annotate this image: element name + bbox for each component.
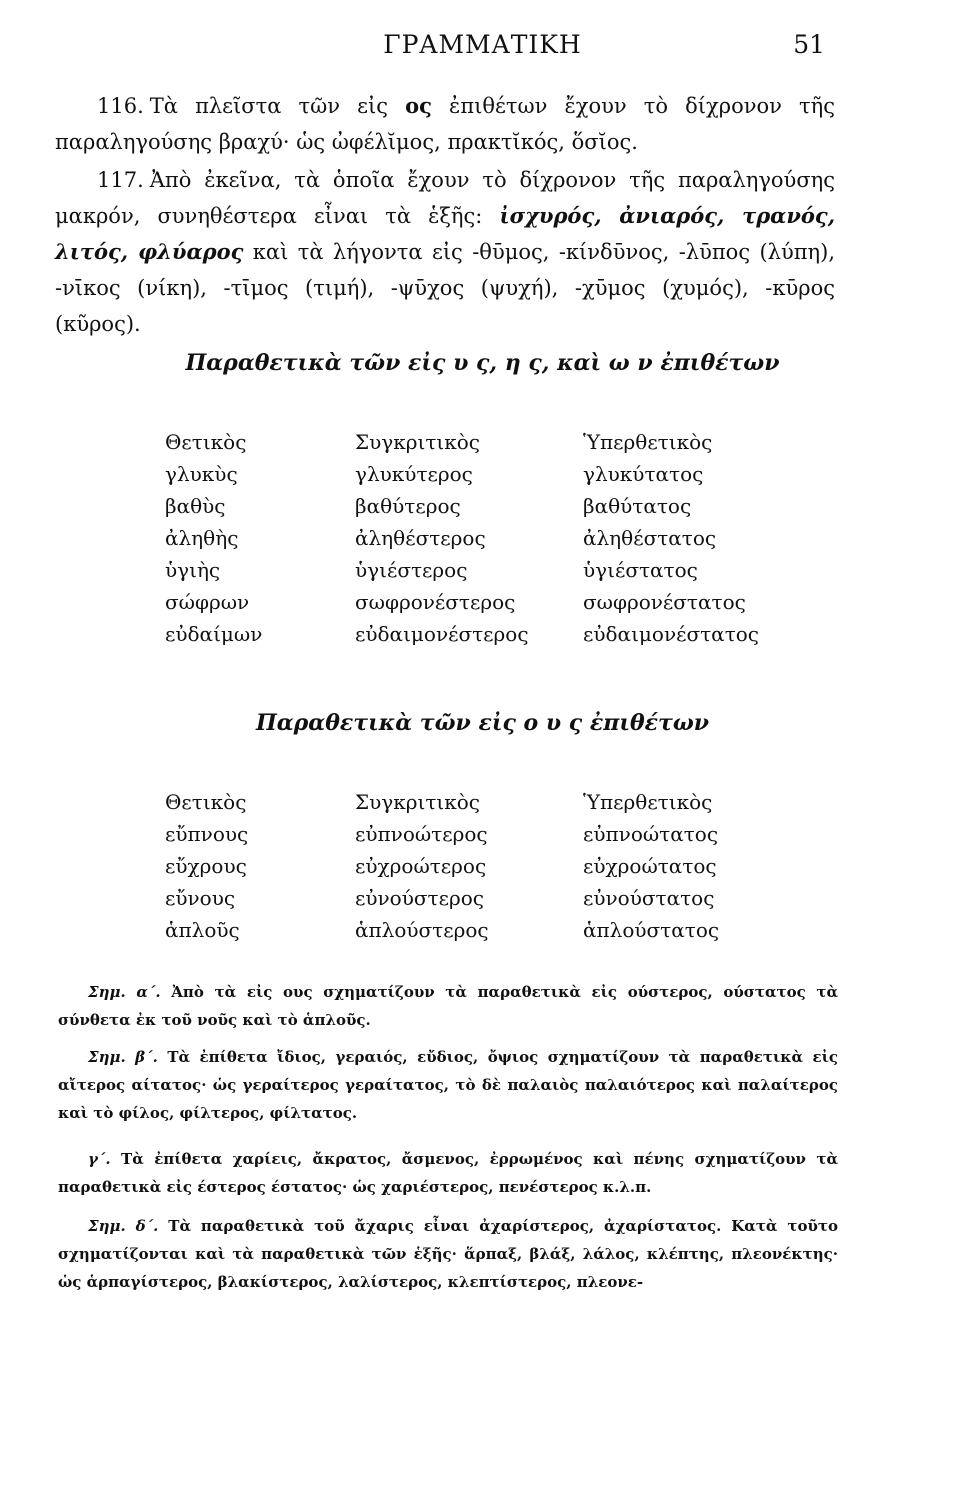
page-number: 51 bbox=[793, 30, 825, 59]
table-cell: σωφρονέστερος bbox=[355, 590, 516, 614]
table-cell: ὑγιέστατος bbox=[583, 558, 698, 582]
table-cell: εὐνούστατος bbox=[583, 886, 715, 910]
table-cell: εὐδαίμων bbox=[165, 622, 263, 646]
table-cell: εὔνους bbox=[165, 886, 236, 910]
running-head: ΓΡΑΜΜΑΤΙΚΗ bbox=[383, 30, 582, 59]
table-cell: γλυκύτατος bbox=[583, 462, 704, 486]
table-cell: ὑγιέστερος bbox=[355, 558, 468, 582]
paragraph-number: 116. bbox=[97, 94, 144, 118]
note-text: Τὰ ἐπίθετα χαρίεις, ἄκρατος, ἄσμενος, ἐρρωμένος καὶ πένης σχηματίζουν τὰ παραθετικὰ εἰς έστερος έστατος· ὡς χαριέστερος, πενέστερος κ.λ.π. bbox=[58, 1150, 838, 1196]
table-header-cell: Ὑπερθετικὸς bbox=[583, 430, 713, 454]
paragraph-text: Ἀπὸ ἐκεῖνα, τὰ ὁποῖα ἔχουν τὸ δίχρονον τῆς παραληγούσης μακρόν, συνηθέστερα εἶναι τὰ ἑξῆς: bbox=[55, 168, 835, 228]
table-cell: εὐνούστερος bbox=[355, 886, 484, 910]
note-label: Σημ. α΄. bbox=[88, 983, 161, 1001]
table-cell: εὐχροώτερος bbox=[355, 854, 487, 878]
note-a bbox=[58, 978, 838, 1034]
section-title-1: Παραθετικὰ τῶν εἰς υ ς, η ς, καὶ ω ν ἐπιθέτων bbox=[185, 350, 780, 376]
table-header-cell: Θετικὸς bbox=[165, 790, 247, 814]
note-c bbox=[58, 1145, 838, 1201]
table-cell: σώφρων bbox=[165, 590, 250, 614]
table-cell: γλυκύτερος bbox=[355, 462, 473, 486]
paragraph-116 bbox=[55, 88, 835, 160]
table-cell: ἁπλούστατος bbox=[583, 918, 720, 942]
table-cell: ἀληθὴς bbox=[165, 526, 239, 550]
table-header-cell: Θετικὸς bbox=[165, 430, 247, 454]
table-header-cell: Συγκριτικὸς bbox=[355, 790, 480, 814]
table-cell: ἀληθέστατος bbox=[583, 526, 717, 550]
table-cell: εὔχρους bbox=[165, 854, 247, 878]
emphasis: ος bbox=[405, 93, 432, 118]
note-label: Σημ. δ΄. bbox=[88, 1217, 159, 1235]
table-cell: εὐδαιμονέστατος bbox=[583, 622, 759, 646]
note-text: Τὰ παραθετικὰ τοῦ ἄχαρις εἶναι ἀχαρίστερος, ἀχαρίστατος. Κατὰ τοῦτο σχηματίζονται καὶ τὰ παραθετικὰ τῶν ἑξῆς· ἅρπαξ, βλάξ, λάλος, κλέπτης, πλεονέκτης· ὡς ἁρπαγίστερος, βλακίστερος, λαλίστερος, κλεπτίστερος, πλεονε- bbox=[58, 1217, 838, 1291]
paragraph-text: Τὰ πλεῖστα τῶν εἰς bbox=[149, 94, 406, 118]
table-cell: βαθύτερος bbox=[355, 494, 461, 518]
table-cell: ἀληθέστερος bbox=[355, 526, 486, 550]
table-cell: εὐπνοώτερος bbox=[355, 822, 488, 846]
table-cell: ὑγιὴς bbox=[165, 558, 221, 582]
table-cell: βαθὺς bbox=[165, 494, 226, 518]
table-cell: γλυκὺς bbox=[165, 462, 238, 486]
note-text: Τὰ ἐπίθετα ἴδιος, γεραιός, εὔδιος, ὄψιος σχηματίζουν τὰ παραθετικὰ εἰς αἴτερος αίτατος· ὡς γεραίτερος γεραίτατος, τὸ δὲ παλαιὸς παλαιότερος καὶ παλαίτερος καὶ τὸ φίλος, φίλτερος, φίλτατος. bbox=[58, 1048, 838, 1122]
table-cell: εὐχροώτατος bbox=[583, 854, 717, 878]
paragraph-text: καὶ τὰ λήγοντα εἰς -θῡμος, -κίνδῡνος, -λῡπος (λύπη), -νῑκος (νίκη), -τῑμος (τιμή), -ψῡχος (ψυχή), -χῡμος (χυμός), -κῡρος (κῦρος). bbox=[55, 240, 835, 336]
section-title-2: Παραθετικὰ τῶν εἰς ο υ ς ἐπιθέτων bbox=[255, 710, 710, 736]
note-text: Ἀπὸ τὰ εἰς ους σχηματίζουν τὰ παραθετικὰ εἰς ούστερος, ούστατος τὰ σύνθετα ἐκ τοῦ νοῦς καὶ τὸ ἁπλοῦς. bbox=[58, 983, 839, 1029]
paragraph-number: 117. bbox=[97, 168, 144, 192]
note-label: γ΄. bbox=[88, 1150, 111, 1168]
table-cell: εὐδαιμονέστερος bbox=[355, 622, 529, 646]
paragraph-117 bbox=[55, 162, 835, 342]
page-header bbox=[0, 30, 965, 70]
table-cell: ἁπλούστερος bbox=[355, 918, 489, 942]
note-d bbox=[58, 1212, 838, 1296]
note-label: Σημ. β΄. bbox=[88, 1048, 158, 1066]
table-header-cell: Συγκριτικὸς bbox=[355, 430, 480, 454]
table-cell: εὔπνους bbox=[165, 822, 249, 846]
table-cell: ἁπλοῦς bbox=[165, 918, 240, 942]
table-header-cell: Ὑπερθετικὸς bbox=[583, 790, 713, 814]
emphasis: ἰσχυρός, ἀνιαρός, τρανός, λιτός, φλύαρος bbox=[55, 203, 836, 264]
table-cell: σωφρονέστατος bbox=[583, 590, 746, 614]
note-b bbox=[58, 1043, 838, 1127]
table-cell: βαθύτατος bbox=[583, 494, 692, 518]
paragraph-text: ἐπιθέτων ἔχουν τὸ δίχρονον τῆς παραληγούσης βραχύ· ὡς ὠφέλῐμος, πρακτῐκός, ὅσῐος. bbox=[55, 94, 835, 154]
table-cell: εὐπνοώτατος bbox=[583, 822, 719, 846]
